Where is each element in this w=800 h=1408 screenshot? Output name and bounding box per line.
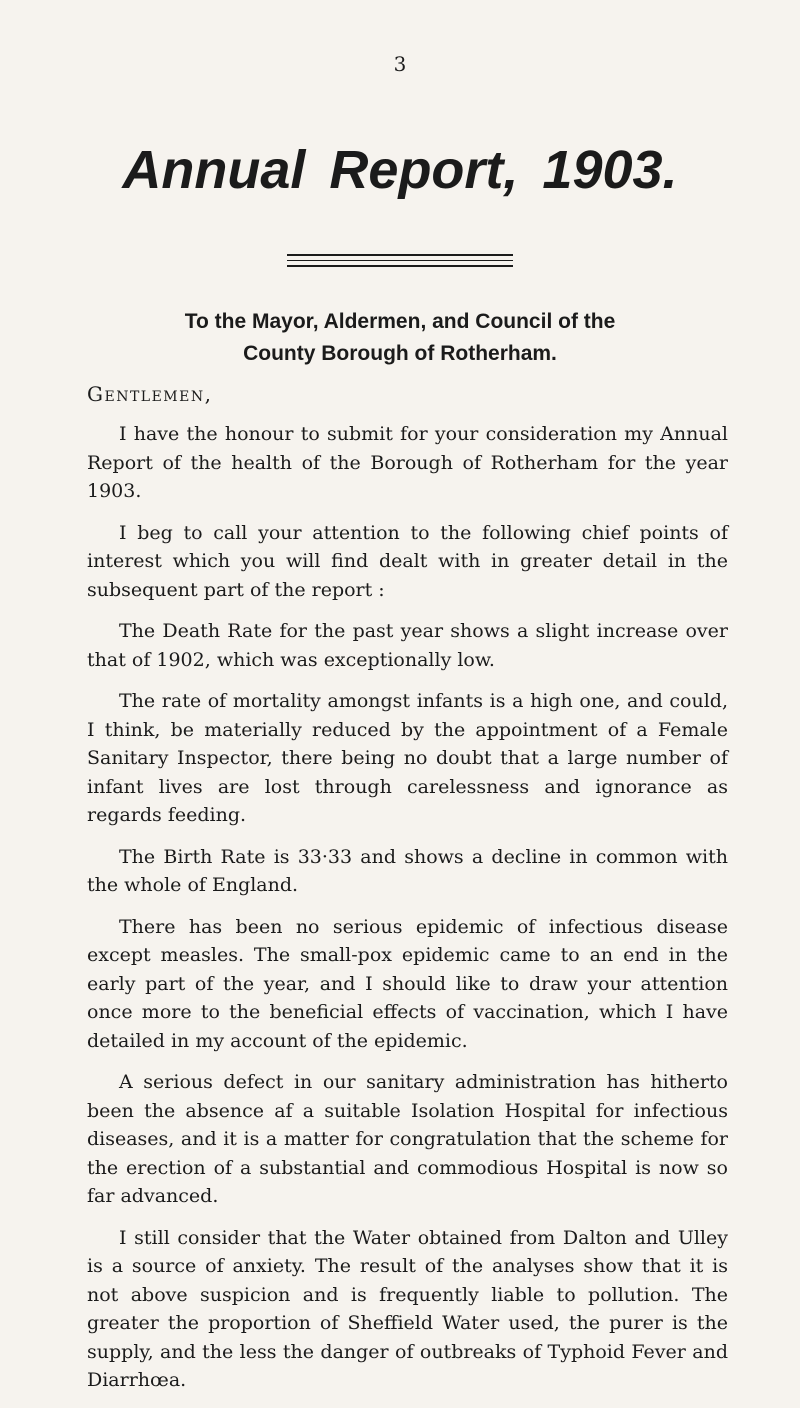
title-rule-middle [287,260,513,261]
report-title [0,140,800,200]
paragraph-isolation-hospital: A serious defect in our sanitary administration has hitherto been the absence af a suitable Isolation Hospital for infectious diseases, and it is a matter for congratulation that the scheme for the erection of a substantial and commodious Hospital is now so far advanced. [87,1071,728,1207]
address-line-1: To the Mayor, Aldermen, and Council of the [184,310,616,333]
title-rule-top [287,254,513,256]
paragraph-water-supply: I still consider that the Water obtained from Dalton and Ulley is a source of anxiety. The result of the analyses show that it is not above suspicion and is frequently liable to pollution. The greater the proportion of Sheffield Water used, the purer is the supply, and the less the danger of outbreaks of Typhoid Fever and Diarrhœa. [87,1226,728,1391]
title-rule-bottom [287,265,513,267]
paragraph-epidemics: There has been no serious epidemic of infectious disease except measles. The small-pox epidemic came to an end in the early part of the year, and I should like to draw your attention once more to the beneficial effects of vaccination, which I have detailed in my account of the epidemic. [87,915,728,1052]
salutation: Gentlemen, [87,382,213,406]
paragraph-chief-points: I beg to call your attention to the following chief points of interest which you will find dealt with in greater detail in the subsequent part of the report : [87,521,728,601]
title-year: 1903. [542,140,678,200]
paragraph-honour: I have the honour to submit for your consideration my Annual Report of the health of the Borough of Rotherham for the year 1903. [87,423,728,502]
page-number: 3 [393,52,407,76]
paragraph-death-rate: The Death Rate for the past year shows a slight increase over that of 1902, which was exceptionally low. [87,620,728,671]
report-body [87,420,728,1408]
title-word-annual: Annual [122,140,306,200]
paragraph-birth-rate: The Birth Rate is 33·33 and shows a decline in common with the whole of England. [87,845,728,896]
title-word-report: Report, [329,140,519,200]
paragraph-infant-mortality: The rate of mortality amongst infants is a high one, and could, I think, be materially reduced by the appointment of a Female Sanitary Inspector, there being no doubt that a large number of infant lives are lost through carelessness and ignorance as regards feeding. [87,690,728,826]
address-line-2: County Borough of Rotherham. [243,342,557,365]
